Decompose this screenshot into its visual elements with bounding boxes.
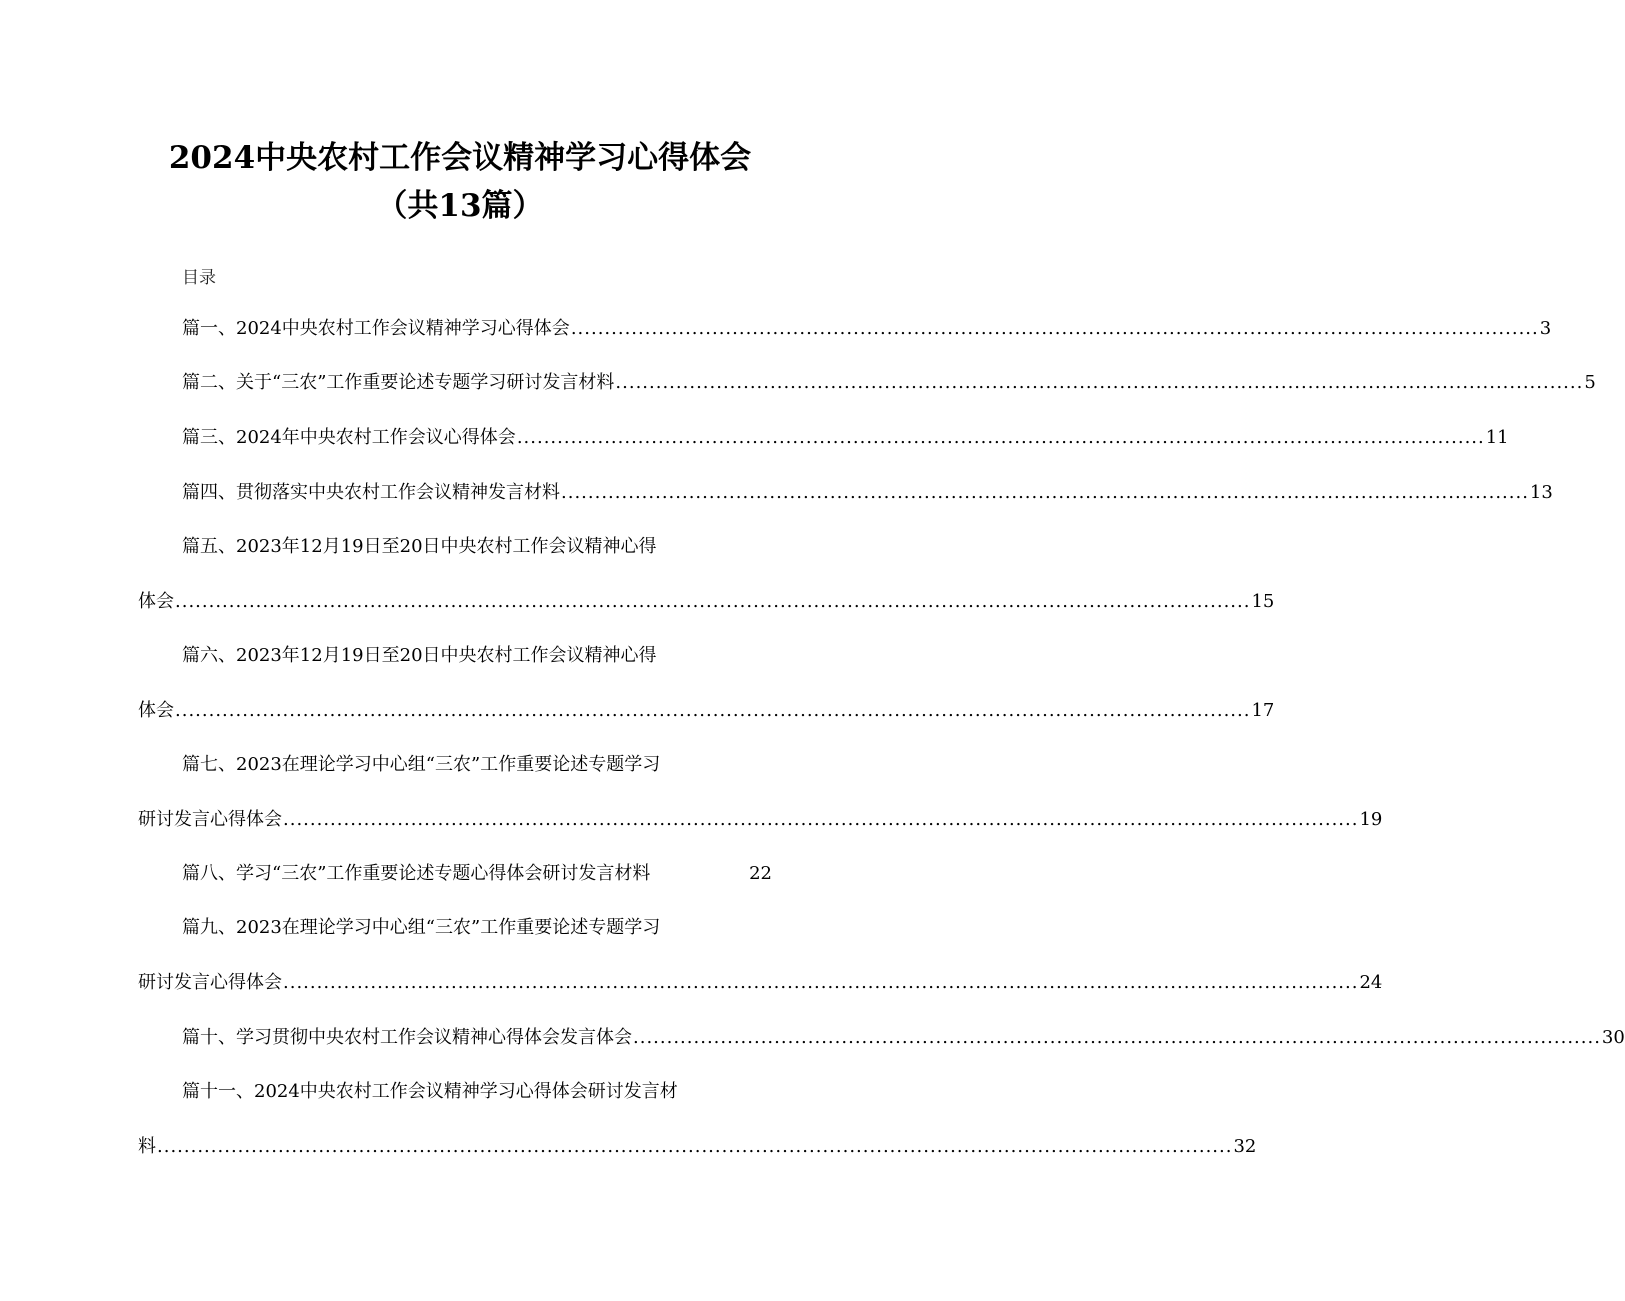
toc-entry-6-line2[interactable] xyxy=(138,696,1275,726)
toc-leader-dots: ................................................................................................................................................................ xyxy=(283,972,1359,993)
toc-entry-label-continued: 研讨发言心得体会 xyxy=(138,809,282,830)
toc-page-number: 13 xyxy=(1529,482,1553,503)
toc-entry-label: 篇六、2023年12月19日至20日中央农村工作会议精神心得 xyxy=(182,645,657,666)
toc-entry-label: 篇九、2023在理论学习中心组“三农”工作重要论述专题学习 xyxy=(182,917,661,938)
toc-entry-11-line1[interactable] xyxy=(182,1077,742,1107)
toc-leader-dots: ................................................................................................................................................................ xyxy=(175,700,1251,721)
toc-entry-4[interactable] xyxy=(182,478,1553,508)
toc-page-number: 19 xyxy=(1359,809,1383,830)
toc-leader-dots: ................................................................................................................................................ xyxy=(570,318,1539,339)
toc-entry-7-line1[interactable] xyxy=(182,750,742,780)
toc-entry-1[interactable] xyxy=(182,314,1552,344)
toc-entry-label: 篇八、学习“三农”工作重要论述专题心得体会研讨发言材料 xyxy=(182,863,651,884)
toc-entry-label-continued: 研讨发言心得体会 xyxy=(138,972,282,993)
toc-entry-label: 篇十、学习贯彻中央农村工作会议精神心得体会发言体会 xyxy=(182,1027,632,1048)
toc-page-number: 15 xyxy=(1251,591,1275,612)
toc-page-number: 17 xyxy=(1251,700,1275,721)
toc-leader-dots: ................................................................................................................................................................ xyxy=(283,809,1359,830)
toc-entry-label-continued: 体会 xyxy=(138,700,174,721)
toc-leader-dots: ................................................................................................................................................ xyxy=(561,482,1529,503)
toc-entry-5-line2[interactable] xyxy=(138,587,1275,617)
toc-entry-9-line2[interactable] xyxy=(138,968,1383,998)
document-subtitle: （共13篇） xyxy=(376,188,544,224)
toc-page-number: 24 xyxy=(1359,972,1383,993)
toc-leader-dots: ................................................................................................................................................ xyxy=(633,1027,1601,1048)
toc-entry-label: 篇一、2024中央农村工作会议精神学习心得体会 xyxy=(182,318,570,339)
toc-entry-label: 篇五、2023年12月19日至20日中央农村工作会议精神心得 xyxy=(182,536,657,557)
toc-entry-9-line1[interactable] xyxy=(182,913,742,943)
toc-entry-8[interactable] xyxy=(182,859,772,889)
toc-page-number: 3 xyxy=(1539,318,1552,339)
toc-entry-label: 篇二、关于“三农”工作重要论述专题学习研讨发言材料 xyxy=(182,372,615,393)
toc-leader-dots: ................................................................................................................................................................ xyxy=(175,591,1251,612)
toc-entry-2[interactable] xyxy=(182,368,1596,398)
toc-page-number: 11 xyxy=(1485,427,1509,448)
toc-entry-5-line1[interactable] xyxy=(182,532,742,562)
toc-entry-label-continued: 体会 xyxy=(138,591,174,612)
toc-page-number: 5 xyxy=(1584,372,1596,393)
toc-leader-dots: ................................................................................................................................................................ xyxy=(157,1136,1233,1157)
toc-entry-label: 篇十一、2024中央农村工作会议精神学习心得体会研讨发言材 xyxy=(182,1081,678,1102)
toc-leader-dots: ................................................................................................................................................ xyxy=(615,372,1584,393)
document-title: 2024中央农村工作会议精神学习心得体会 xyxy=(168,140,752,176)
toc-entry-10[interactable] xyxy=(182,1023,1625,1053)
toc-page-number: 30 xyxy=(1601,1027,1625,1048)
toc-page-number: 32 xyxy=(1233,1136,1257,1157)
toc-entry-6-line1[interactable] xyxy=(182,641,742,671)
toc-entry-3[interactable] xyxy=(182,423,1509,453)
toc-entry-label: 篇三、2024年中央农村工作会议心得体会 xyxy=(182,427,516,448)
toc-entry-7-line2[interactable] xyxy=(138,805,1383,835)
toc-entry-label: 篇四、贯彻落实中央农村工作会议精神发言材料 xyxy=(182,482,560,503)
toc-entry-label-continued: 料 xyxy=(138,1136,156,1157)
toc-leader-dots: ................................................................................................................................................ xyxy=(516,427,1485,448)
toc-heading: 目录 xyxy=(182,268,216,288)
toc-page-number: 22 xyxy=(749,863,772,884)
toc-entry-label: 篇七、2023在理论学习中心组“三农”工作重要论述专题学习 xyxy=(182,754,661,775)
toc-entry-11-line2[interactable] xyxy=(138,1132,1257,1162)
